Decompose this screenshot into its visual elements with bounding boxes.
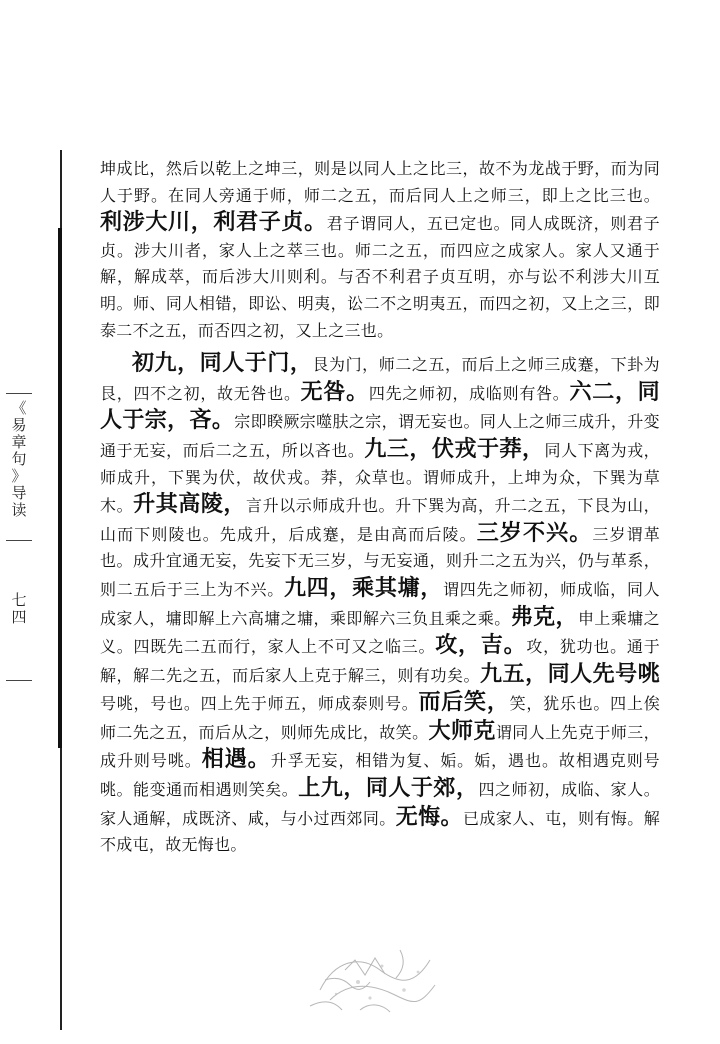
classic-text-segment: 大师克 <box>428 717 496 744</box>
commentary-segment: 四之师初，成临、家人。家人通解，成既济、咸，与小过西郊同。 <box>100 780 660 828</box>
paragraph <box>100 350 660 859</box>
running-title <box>8 400 30 519</box>
running-title-char: 读 <box>11 501 27 519</box>
classic-text-segment: 而后笑， <box>418 689 510 716</box>
classic-text-segment: 弗克， <box>510 603 578 630</box>
ink-seal-icon <box>300 930 450 1020</box>
running-title-char: 易 <box>11 416 27 434</box>
running-title-char: 章 <box>11 433 27 451</box>
classic-text-segment: 九五，同人先号咷 <box>480 660 660 687</box>
running-title-char: 《 <box>11 399 27 417</box>
commentary-segment: 攻，犹功也。通于解，解二先之五，而后家人上克于解三，则有功矣。 <box>100 637 660 685</box>
classic-text-segment: 攻，吉。 <box>435 632 527 659</box>
commentary-segment: 宗即睽厥宗噬肤之宗，谓无妄也。同人上之师三成升，升变通于无妄，而后二之五，所以吝也。 <box>100 412 660 460</box>
classic-text-segment: 无悔。 <box>395 803 463 830</box>
commentary-segment: 言升以示师成升也。升下巽为高，升二之五，下艮为山，山而下则陵也。先成升，后成蹇，是由高而后陵。 <box>100 496 660 544</box>
classic-text-segment: 六二，同人于宗，吝。 <box>100 378 660 434</box>
classic-text-segment: 三岁不兴。 <box>476 519 593 546</box>
body-text <box>100 156 660 859</box>
commentary-segment: 坤成比，然后以乾上之坤三，则是以同人上之比三，故不为龙战于野，而为同人于野。在同人旁通于师，师二之五，而后同人上之师三，即上之比三也。 <box>100 159 660 205</box>
classic-text-segment: 利涉大川，利君子贞。 <box>100 209 327 236</box>
running-title-char: 导 <box>11 484 27 502</box>
commentary-segment: 升孚无妄，相错为复、姤。姤，遇也。故相遇克则号咷。能变通而相遇则笑矣。 <box>100 751 660 800</box>
commentary-segment: 同人下离为戎，师成升，下巽为伏，故伏戎。莽，众草也。谓师成升，上坤为众，下巽为草木。 <box>100 440 660 516</box>
classic-text-segment: 九三，伏戎于莽， <box>364 435 545 462</box>
running-title-char: 句 <box>11 450 27 468</box>
page-number <box>8 592 30 626</box>
classic-text-segment: 无咎。 <box>300 378 369 405</box>
commentary-segment: 艮为门，师二之五，而后上之师三成蹇，下卦为艮，四不之初，故无咎也。 <box>100 355 660 403</box>
commentary-segment: 谓同人上先克于师三，成升则号咷。 <box>100 722 660 771</box>
classic-text-segment: 九四，乘其墉， <box>283 574 444 601</box>
divider <box>6 680 32 681</box>
classic-text-segment: 上九，同人于郊， <box>298 775 479 802</box>
commentary-segment: 笑，犹乐也。四上俟师二先之五，而后从之，则师先成比，故笑。 <box>100 694 661 742</box>
running-title-char: 》 <box>11 467 27 485</box>
commentary-segment: 四先之师初，成临则有咎。 <box>368 383 570 403</box>
margin-rule-thick <box>58 228 62 748</box>
classic-text-segment: 初九，同人于门， <box>132 350 313 377</box>
paragraph <box>100 156 660 344</box>
commentary-segment: 谓四先之师初，师成临，同人成家人，墉即解上六高墉之墉，乘即解六三负且乘之乘。 <box>100 579 660 628</box>
classic-text-segment: 相遇。 <box>201 746 271 773</box>
commentary-segment: 号咷，号也。四上先于师五，师成泰则号。 <box>100 694 419 714</box>
page-number-char: 七 <box>11 591 27 609</box>
divider <box>6 393 32 394</box>
commentary-segment: 三岁谓革也。成升宜通无妄，先妄下无三岁，与无妄通，则升二之五为兴，仍与革系，则二五后于三上为不兴。 <box>100 524 660 599</box>
commentary-segment: 已成家人、屯，则有悔。解不成屯，故无悔也。 <box>100 808 661 855</box>
commentary-segment: 君子谓同人，五已定也。同人成既济，则君子贞。涉大川者，家人上之萃三也。师二之五，而四应之成家人。家人又通于解，解成萃，而后涉大川则利。与否不利君子贞互明，亦与讼不利涉大川互明。师、同人相错，即讼、明夷，讼二不之明夷五，而四之初，又上之三，即泰二不之五，而否四之初，又上之三也。 <box>100 214 660 340</box>
classic-text-segment: 升其高陵， <box>133 491 246 518</box>
commentary-segment: 申上乘墉之义。四既先二五而行，家人上不可又之临三。 <box>100 608 660 657</box>
divider <box>6 540 32 541</box>
page-number-char: 四 <box>11 608 27 626</box>
